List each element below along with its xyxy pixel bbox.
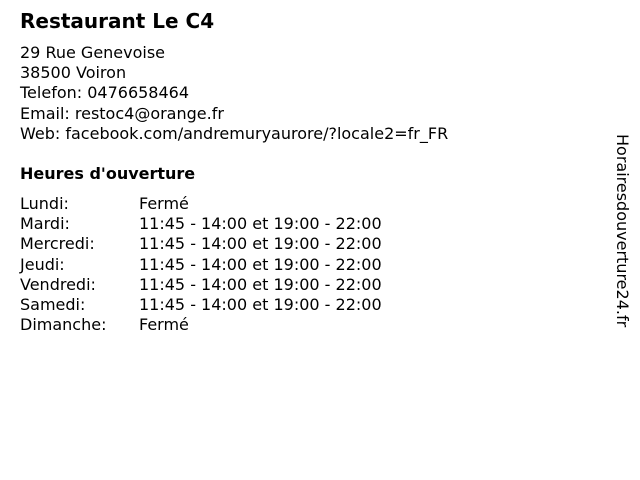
day-hours: 11:45 - 14:00 et 19:00 - 22:00 bbox=[139, 274, 382, 294]
day-hours: Fermé bbox=[139, 194, 189, 213]
street-address: 29 Rue Genevoise bbox=[20, 43, 166, 62]
day-label: Jeudi: bbox=[20, 254, 65, 274]
day-label: Dimanche: bbox=[20, 315, 107, 335]
website: Web: facebook.com/andremuryaurore/?locale2=fr_FR bbox=[20, 123, 449, 143]
day-label: Vendredi: bbox=[20, 274, 96, 294]
city-postal: 38500 Voiron bbox=[20, 63, 127, 83]
day-hours: 11:45 - 14:00 et 19:00 - 22:00 bbox=[139, 234, 382, 254]
day-label: Lundi: bbox=[20, 194, 69, 213]
address-block bbox=[20, 43, 448, 144]
phone-number: Telefon: 0476658464 bbox=[20, 83, 190, 103]
email-address: Email: restoc4@orange.fr bbox=[20, 103, 224, 123]
day-label: Samedi: bbox=[20, 294, 86, 314]
restaurant-name: Restaurant Le C4 bbox=[20, 9, 215, 33]
day-label: Mardi: bbox=[20, 214, 70, 234]
day-hours: 11:45 - 14:00 et 19:00 - 22:00 bbox=[139, 294, 382, 314]
day-hours: Fermé bbox=[139, 315, 189, 335]
day-label: Mercredi: bbox=[20, 234, 95, 254]
day-hours: 11:45 - 14:00 et 19:00 - 22:00 bbox=[139, 254, 382, 274]
day-hours: 11:45 - 14:00 et 19:00 - 22:00 bbox=[139, 214, 382, 234]
watermark-text: Horairesdouverture24.fr bbox=[613, 134, 632, 328]
hours-heading: Heures d'ouverture bbox=[20, 164, 196, 183]
